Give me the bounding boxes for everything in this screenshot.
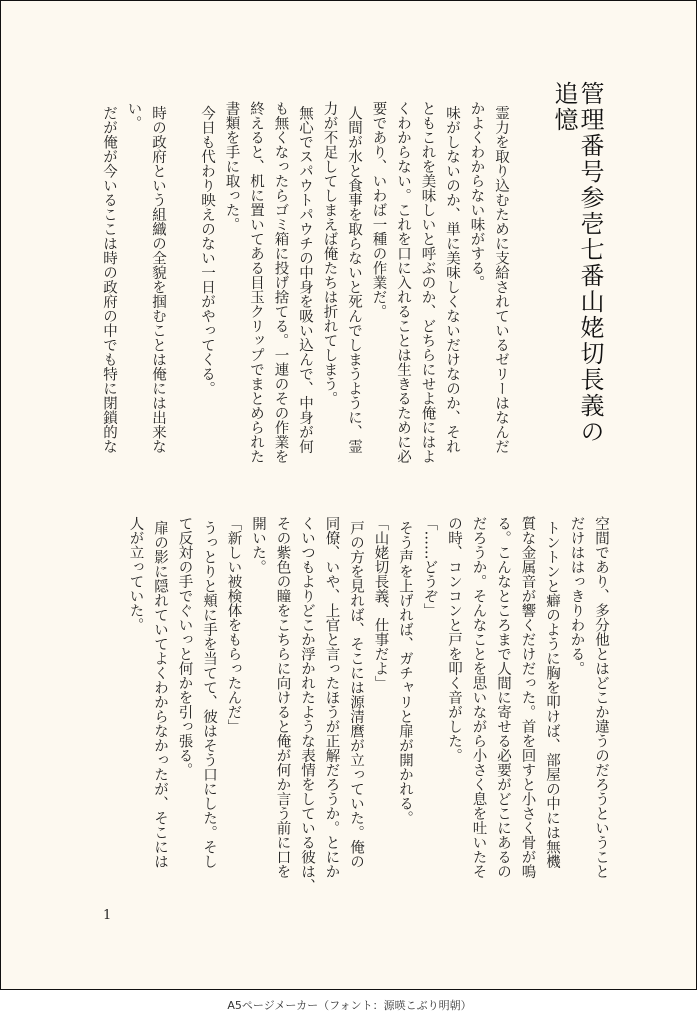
chapter-title: 管理番号参壱七番山姥切長義の追憶 xyxy=(550,81,604,445)
page-number: 1 xyxy=(103,908,112,923)
body-text-lower: 空間であり、多分他とはどこか違うのだろうということ だけははっきりわかる。 トントンと癖のように胸を叩けば、部屋の中には無機 質な金属音が響くだけだった。首を回すと小さく骨が鳴 る。こんなところまで人間に寄せる必要がどこにあるの だろうか。そんなことを思いながら小さく息を吐いたそ の時、コンコンと戸を叩く音がした。 「……どうぞ」 そう声を上げれば、ガチャリと扉が開かれる。 「山姥切長義、仕事だよ」 戸の方を見れば、そこには源清麿が立っていた。俺の 同僚、いや、上官と言ったほうが正解だろうか。とにか くいつもよりどこか浮かれたような表情をしている彼は、 その紫色の瞳をこちらに向けると俺が何か言う前に口を 開いた。 「新しい被検体をもらったんだ」 うっとりと頬に手を当てて、彼はそう口にした。そし て反対の手でぐいっと何かを引っ張る。 扉の影に隠れていてよくわからなかったが、そこには 人が立っていた。 xyxy=(127,516,609,893)
body-text-upper: 霊力を取り込むために支給されているゼリーはなんだ かよくわからない味がする。 味がしないのか、単に美味しくないだけなのか、それ ともこれを美味しいと呼ぶのか、どちらにせよ俺にはよ くわからない。これを口に入れることは生きるために必 要であり、いわば一種の作業だ。 人間が水と食事を取らないと死んでしまうように、霊 力が不足してしまえば俺たちは折れてしまう。 無心でスパウトパウチの中身を吸い込んで、中身が何 も無くなったらゴミ箱に投げ捨てる。一連のその作業を 終えると、机に置いてある目玉クリップでまとめられた 書類を手に取った。 今日も代わり映えのない一日がやってくる。 時の政府という組織の全貌を掴むことは俺には出来な い。 だが俺が今いるここは時の政府の中でも特に閉鎖的な xyxy=(101,101,509,464)
footer-caption: A5ページメーカー（フォント：源暎こぶり明朝） xyxy=(227,999,472,1012)
